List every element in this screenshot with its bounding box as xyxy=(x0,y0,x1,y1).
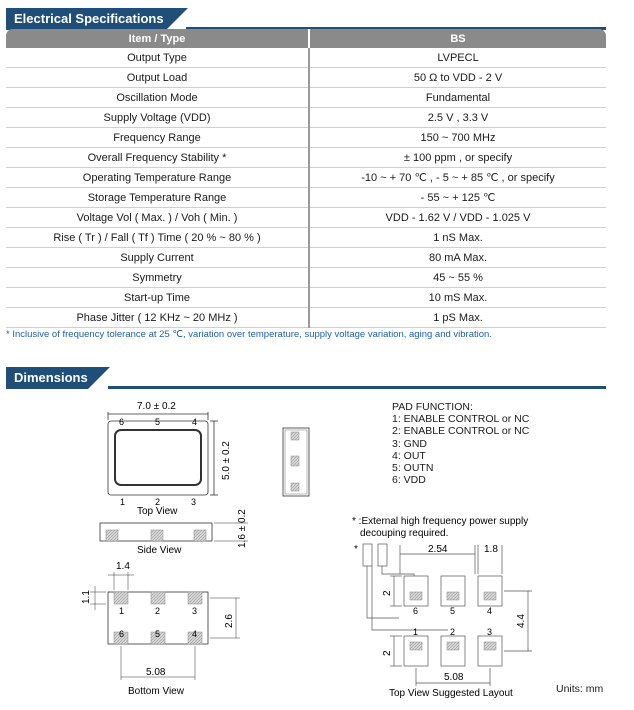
side-view xyxy=(100,523,248,541)
spec-item-cell: Output Type xyxy=(6,48,309,68)
pad-pitch-v-label: 2.6 xyxy=(224,614,235,628)
top-view-label: Top View xyxy=(137,506,178,517)
layout-44-label: 4.4 xyxy=(516,614,527,628)
pad-function-item: 2: ENABLE CONTROL or NC xyxy=(392,425,530,438)
layout-pin-4: 4 xyxy=(487,606,493,616)
spec-value-cell: 150 ~ 700 MHz xyxy=(309,128,606,148)
spec-item-cell: Oscillation Mode xyxy=(6,88,309,108)
spec-value-cell: 45 ~ 55 % xyxy=(309,268,606,288)
height-dim-label: 5.0 ± 0.2 xyxy=(221,441,232,480)
spec-item-cell: Output Load xyxy=(6,68,309,88)
spec-footnote: * Inclusive of frequency tolerance at 25 ℃, variation over temperature, supply voltage variation, aging and vibration. xyxy=(6,329,492,340)
spec-value-cell: 10 mS Max. xyxy=(309,288,606,308)
thickness-dim-label: 1.6 ± 0.2 xyxy=(237,509,248,548)
layout-pin-2: 2 xyxy=(450,627,456,637)
width-dim-label: 7.0 ± 0.2 xyxy=(137,401,176,412)
layout-2a-label: 2 xyxy=(382,590,393,596)
spec-item-cell: Phase Jitter ( 12 KHz ~ 20 MHz ) xyxy=(6,308,309,328)
top-pin-6: 6 xyxy=(119,417,125,427)
layout-pin-5: 5 xyxy=(450,606,456,616)
spec-value-cell: LVPECL xyxy=(309,48,606,68)
pad-h-label: 1.1 xyxy=(81,590,92,604)
pad-function-list xyxy=(392,401,529,486)
bottom-pin-5: 5 xyxy=(155,629,161,639)
header-bs: BS xyxy=(309,29,606,48)
top-pin-2: 2 xyxy=(155,497,161,507)
spec-value-cell: -10 ~ + 70 ℃ , - 5 ~ + 85 ℃ , or specify xyxy=(309,168,606,188)
side-view-label: Side View xyxy=(137,545,182,556)
layout-star: * xyxy=(354,544,358,555)
spec-value-cell: VDD - 1.62 V / VDD - 1.025 V xyxy=(309,208,606,228)
bottom-pin-3: 3 xyxy=(192,606,198,616)
bottom-pin-2: 2 xyxy=(155,606,161,616)
pad-pitch-h-label: 5.08 xyxy=(146,667,166,678)
pad-function-title: PAD FUNCTION: xyxy=(392,401,473,413)
spec-value-cell: 80 mA Max. xyxy=(309,248,606,268)
layout-title: Top View Suggested Layout xyxy=(389,688,513,699)
top-view xyxy=(108,412,218,495)
spec-item-cell: Frequency Range xyxy=(6,128,309,148)
spec-item-cell: Start-up Time xyxy=(6,288,309,308)
bottom-pin-4: 4 xyxy=(192,629,198,639)
header-item-type: Item / Type xyxy=(6,29,309,48)
layout-508-label: 5.08 xyxy=(444,672,464,683)
spec-item-cell: Operating Temperature Range xyxy=(6,168,309,188)
bottom-view-label: Bottom View xyxy=(128,686,184,697)
spec-item-cell: Voltage Vol ( Max. ) / Voh ( Min. ) xyxy=(6,208,309,228)
layout-2b-label: 2 xyxy=(382,650,393,656)
top-pin-5: 5 xyxy=(155,417,161,427)
pad-w-label: 1.4 xyxy=(116,561,130,572)
layout-note-2: decouping required. xyxy=(360,528,449,539)
spec-item-cell: Supply Voltage (VDD) xyxy=(6,108,309,128)
spec-value-cell: 1 nS Max. xyxy=(309,228,606,248)
spec-item-cell: Rise ( Tr ) / Fall ( Tf ) Time ( 20 % ~ 80 % ) xyxy=(6,228,309,248)
layout-pin-1: 1 xyxy=(413,627,419,637)
layout-18-label: 1.8 xyxy=(484,544,498,555)
pad-function-item: 4: OUT xyxy=(392,449,426,462)
electrical-spec-title: Electrical Specifications xyxy=(6,8,166,30)
spec-item-cell: Overall Frequency Stability * xyxy=(6,148,309,168)
layout-pin-3: 3 xyxy=(487,627,493,637)
layout-254-label: 2.54 xyxy=(428,544,448,555)
suggested-layout xyxy=(363,544,532,686)
bottom-pin-1: 1 xyxy=(119,606,125,616)
top-pin-1: 1 xyxy=(120,497,126,507)
spec-value-cell: 1 pS Max. xyxy=(309,308,606,328)
pad-function-item: 1: ENABLE CONTROL or NC xyxy=(392,413,530,426)
dimensions-title: Dimensions xyxy=(6,367,88,389)
top-pin-3: 3 xyxy=(191,497,197,507)
spec-value-cell: ± 100 ppm , or specify xyxy=(309,148,606,168)
top-pin-4: 4 xyxy=(192,417,198,427)
layout-pin-6: 6 xyxy=(413,606,419,616)
pad-function-item: 6: VDD xyxy=(392,474,426,487)
spec-value-cell: Fundamental xyxy=(309,88,606,108)
spec-item-cell: Symmetry xyxy=(6,268,309,288)
spec-item-cell: Storage Temperature Range xyxy=(6,188,309,208)
end-view xyxy=(283,428,309,496)
spec-item-cell: Supply Current xyxy=(6,248,309,268)
pad-function-item: 3: GND xyxy=(392,437,428,450)
units-label: Units: mm xyxy=(556,683,604,695)
spec-value-cell: - 55 ~ + 125 ℃ xyxy=(309,188,606,208)
layout-note-1: * :External high frequency power supply xyxy=(352,516,529,527)
pad-function-item: 5: OUTN xyxy=(392,462,434,475)
bottom-view xyxy=(90,572,240,680)
spec-value-cell: 50 Ω to VDD - 2 V xyxy=(309,68,606,88)
bottom-pin-6: 6 xyxy=(119,629,125,639)
spec-value-cell: 2.5 V , 3.3 V xyxy=(309,108,606,128)
